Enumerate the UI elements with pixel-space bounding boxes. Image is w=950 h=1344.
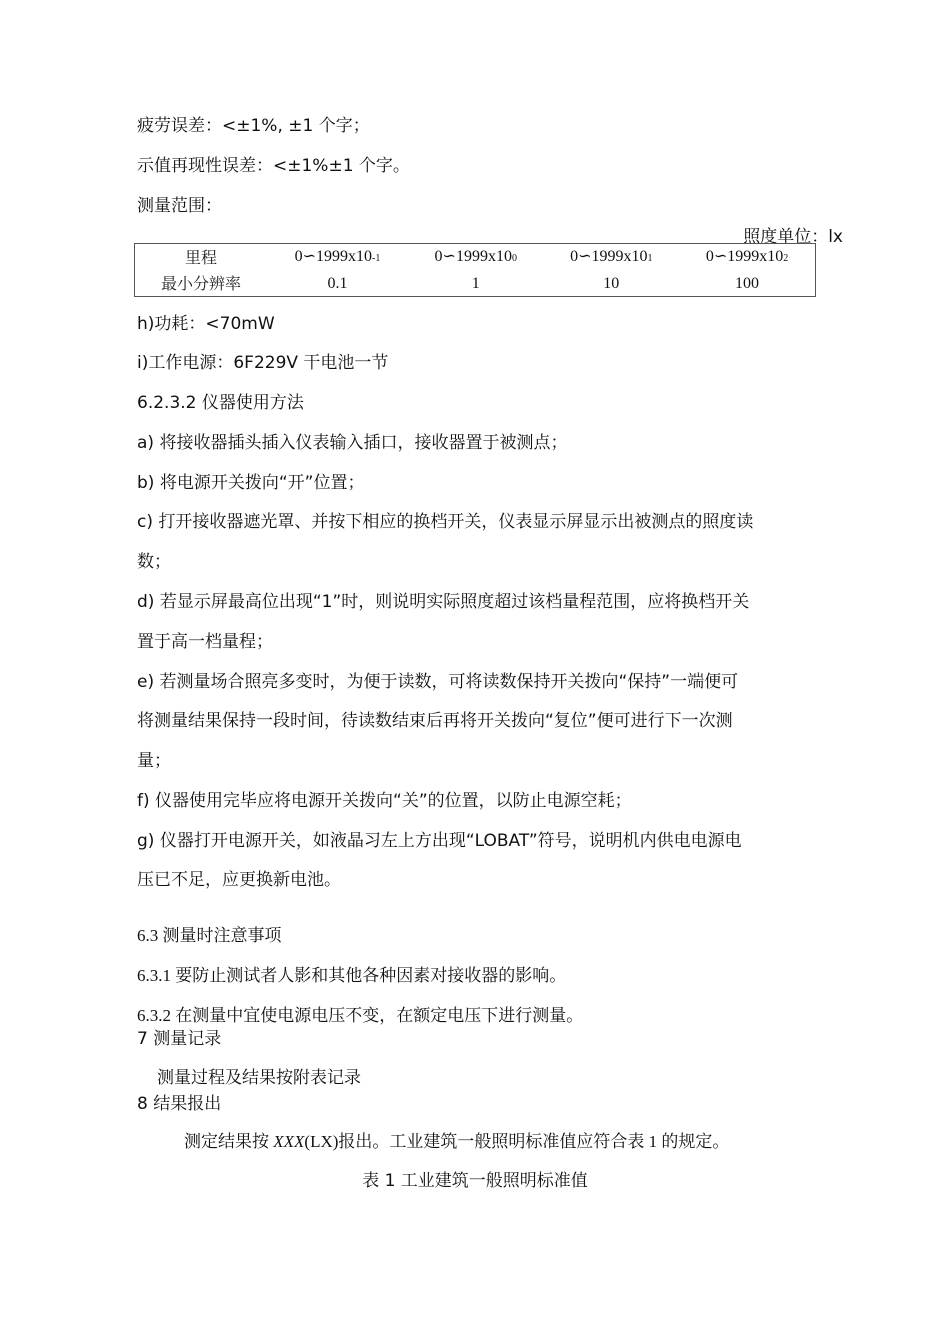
resolution-cell: 0.1 [327,274,348,292]
resolution-row [135,271,816,296]
usage-line: c) 打开接收器遮光罩、并按下相应的换档开关，仪表显示屏显示出被测点的照度读 [137,512,754,532]
section-8-body: 测定结果按 XXX(LX)报出。工业建筑一般照明标准值应符合表 1 的规定。 [184,1132,730,1151]
range-table [134,243,816,297]
usage-line: 置于高一档量程； [137,632,273,652]
table-1-caption: 表 1 工业建筑一般照明标准值 [362,1171,588,1191]
note-6-3-1: 6.3.1 要防止测试者人影和其他各种因素对接收器的影响。 [137,966,567,985]
item-g-measure-range: 测量范围： [137,196,222,216]
section-8-title: 8 结果报出 [137,1094,222,1114]
item-e-fatigue-error: 疲劳误差：<±1%, ±1 个字； [137,116,370,136]
resolution-cell: 10 [603,274,620,292]
usage-line: 将测量结果保持一段时间，待读数结束后再将开关拨向“复位”便可进行下一次测 [137,711,733,731]
resolution-cell: 1 [471,274,480,292]
resolution-row-label: 最小分辨率 [160,273,241,293]
range-row-label: 里程 [184,247,217,267]
usage-line: f) 仪器使用完毕应将电源开关拨向“关”的位置，以防止电源空耗； [137,791,632,811]
range-cell: 0∽1999x10-1 [294,247,381,265]
usage-line: a) 将接收器插头插入仪表输入插口，接收器置于被测点； [137,433,568,453]
range-row [135,244,816,272]
section-7-title: 7 测量记录 [137,1029,222,1049]
usage-line: 数； [137,552,171,572]
resolution-cell: 100 [735,274,760,292]
item-h-power: h)功耗：<70mW [137,314,275,334]
item-i-supply: i)工作电源：6F229V 干电池一节 [137,353,389,373]
item-f-repeatability-error: 示值再现性误差：<±1%±1 个字。 [137,156,410,176]
usage-line: 量； [137,751,171,771]
range-cell: 0∽1999x102 [705,247,789,265]
section-7-body: 测量过程及结果按附表记录 [157,1068,361,1087]
range-cell: 0∽1999x100 [434,247,517,265]
usage-line: 压已不足，应更换新电池。 [137,870,341,890]
usage-line: b) 将电源开关拨向“开”位置； [137,473,365,493]
note-6-3-2: 6.3.2 在测量中宜使电源电压不变，在额定电压下进行测量。 [137,1006,584,1025]
usage-line: d) 若显示屏最高位出现“1”时，则说明实际照度超过该档量程范围，应将换档开关 [137,592,750,612]
usage-line: g) 仪器打开电源开关，如液晶习左上方出现“LOBAT”符号，说明机内供电电源电 [137,831,742,851]
usage-heading: 6.2.3.2 仪器使用方法 [137,393,304,413]
usage-line: e) 若测量场合照亮多变时，为便于读数，可将读数保持开关拨向“保持”一端便可 [137,672,739,692]
range-cell: 0∽1999x101 [570,247,653,265]
notes-heading: 6.3 测量时注意事项 [137,926,282,945]
illuminance-unit-label: 照度单位：lx [743,227,843,247]
